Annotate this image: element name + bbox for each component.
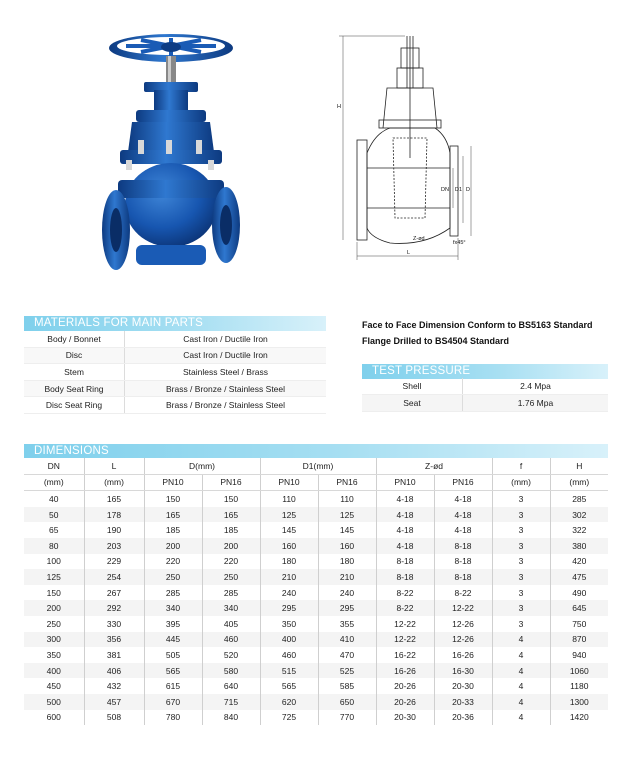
cell-d-pn10: 505 (144, 647, 202, 663)
cell-l: 356 (84, 632, 144, 648)
table-row (24, 522, 608, 538)
part-name: Body Seat Ring (24, 380, 125, 397)
cell-dn: 450 (24, 678, 84, 694)
col-subheader: PN10 (260, 474, 318, 491)
cell-f: 3 (492, 491, 550, 507)
cell-zod-pn16: 4-18 (434, 507, 492, 523)
cell-d1-pn16: 770 (318, 710, 376, 726)
col-subheader: (mm) (24, 474, 84, 491)
part-material: Stainless Steel / Brass (125, 364, 327, 381)
cell-f: 3 (492, 538, 550, 554)
cell-dn: 400 (24, 663, 84, 679)
table-row (24, 538, 608, 554)
cell-dn: 40 (24, 491, 84, 507)
drawing-label-zod: Z-ød (413, 236, 425, 242)
cell-d1-pn16: 585 (318, 678, 376, 694)
cell-l: 432 (84, 678, 144, 694)
cell-zod-pn16: 4-18 (434, 491, 492, 507)
cell-zod-pn16: 8-18 (434, 538, 492, 554)
cell-d1-pn10: 110 (260, 491, 318, 507)
cell-d-pn16: 185 (202, 522, 260, 538)
cell-zod-pn10: 8-18 (376, 554, 434, 570)
test-pressure-table (362, 378, 608, 412)
cell-d1-pn10: 125 (260, 507, 318, 523)
cell-dn: 100 (24, 554, 84, 570)
cell-d1-pn10: 210 (260, 569, 318, 585)
cell-zod-pn10: 8-22 (376, 585, 434, 601)
cell-d1-pn16: 125 (318, 507, 376, 523)
pressure-value: 1.76 Mpa (463, 395, 609, 412)
cell-d-pn16: 150 (202, 491, 260, 507)
cell-dn: 300 (24, 632, 84, 648)
part-name: Body / Bonnet (24, 331, 125, 347)
cell-dn: 50 (24, 507, 84, 523)
table-row (362, 395, 608, 412)
cell-l: 190 (84, 522, 144, 538)
cell-f: 3 (492, 507, 550, 523)
cell-zod-pn16: 20-30 (434, 678, 492, 694)
cell-f: 4 (492, 647, 550, 663)
cell-dn: 250 (24, 616, 84, 632)
cell-zod-pn10: 20-26 (376, 694, 434, 710)
cell-d-pn10: 200 (144, 538, 202, 554)
col-header-l: L (84, 458, 144, 474)
cell-zod-pn16: 4-18 (434, 522, 492, 538)
part-material: Cast Iron / Ductile Iron (125, 347, 327, 364)
cell-zod-pn16: 16-30 (434, 663, 492, 679)
table-row (24, 347, 326, 364)
cell-l: 203 (84, 538, 144, 554)
cell-l: 381 (84, 647, 144, 663)
cell-dn: 80 (24, 538, 84, 554)
cell-dn: 600 (24, 710, 84, 726)
cell-d1-pn10: 350 (260, 616, 318, 632)
col-subheader: (mm) (550, 474, 608, 491)
cell-d-pn16: 200 (202, 538, 260, 554)
standard-note-flange: Flange Drilled to BS4504 Standard (362, 336, 510, 346)
cell-d-pn16: 640 (202, 678, 260, 694)
col-subheader: (mm) (84, 474, 144, 491)
cell-zod-pn10: 20-30 (376, 710, 434, 726)
dimensions-header-row (24, 458, 608, 474)
cell-f: 4 (492, 678, 550, 694)
cell-d-pn16: 405 (202, 616, 260, 632)
table-row (24, 678, 608, 694)
cell-l: 178 (84, 507, 144, 523)
cell-d-pn10: 780 (144, 710, 202, 726)
valve-section-drawing (335, 28, 475, 264)
cell-zod-pn16: 12-26 (434, 616, 492, 632)
cell-f: 3 (492, 569, 550, 585)
cell-dn: 200 (24, 600, 84, 616)
cell-d-pn10: 565 (144, 663, 202, 679)
cell-d1-pn16: 295 (318, 600, 376, 616)
cell-l: 457 (84, 694, 144, 710)
cell-dn: 500 (24, 694, 84, 710)
cell-zod-pn16: 8-18 (434, 554, 492, 570)
table-row (24, 616, 608, 632)
cell-f: 3 (492, 585, 550, 601)
table-row (24, 710, 608, 726)
cell-d1-pn16: 110 (318, 491, 376, 507)
cell-h: 475 (550, 569, 608, 585)
cell-d-pn16: 220 (202, 554, 260, 570)
cell-d1-pn10: 240 (260, 585, 318, 601)
cell-f: 4 (492, 710, 550, 726)
cell-dn: 125 (24, 569, 84, 585)
cell-zod-pn10: 8-18 (376, 569, 434, 585)
cell-zod-pn16: 8-22 (434, 585, 492, 601)
pressure-label: Seat (362, 395, 463, 412)
col-header-dn: DN (24, 458, 84, 474)
cell-h: 870 (550, 632, 608, 648)
cell-d1-pn16: 145 (318, 522, 376, 538)
cell-d1-pn10: 460 (260, 647, 318, 663)
col-subheader: PN16 (434, 474, 492, 491)
cell-d1-pn16: 470 (318, 647, 376, 663)
part-name: Disc (24, 347, 125, 364)
cell-d1-pn16: 210 (318, 569, 376, 585)
cell-d-pn10: 150 (144, 491, 202, 507)
cell-h: 302 (550, 507, 608, 523)
cell-zod-pn10: 4-18 (376, 507, 434, 523)
pressure-value: 2.4 Mpa (463, 378, 609, 395)
col-subheader: PN16 (318, 474, 376, 491)
cell-d-pn10: 285 (144, 585, 202, 601)
cell-d1-pn10: 160 (260, 538, 318, 554)
cell-zod-pn16: 20-33 (434, 694, 492, 710)
cell-d-pn10: 340 (144, 600, 202, 616)
table-row (24, 585, 608, 601)
cell-h: 285 (572, 493, 587, 504)
cell-dn: 150 (24, 585, 84, 601)
cell-d-pn16: 285 (202, 585, 260, 601)
table-row (24, 663, 608, 679)
cell-zod-pn10: 20-26 (376, 678, 434, 694)
cell-f: 4 (492, 663, 550, 679)
cell-zod-pn10: 12-22 (376, 632, 434, 648)
cell-d-pn10: 185 (144, 522, 202, 538)
col-subheader: (mm) (492, 474, 550, 491)
col-header-h: H (550, 458, 608, 474)
cell-zod-pn16: 20-36 (434, 710, 492, 726)
cell-zod-pn10: 12-22 (376, 616, 434, 632)
cell-zod-pn16: 16-26 (434, 647, 492, 663)
cell-h: 1300 (550, 694, 608, 710)
part-name: Disc Seat Ring (24, 397, 125, 414)
cell-d1-pn16: 180 (318, 554, 376, 570)
table-row (24, 397, 326, 414)
cell-h: 380 (550, 538, 608, 554)
cell-d1-pn16: 410 (318, 632, 376, 648)
cell-d1-pn16: 650 (318, 694, 376, 710)
cell-d-pn10: 670 (144, 694, 202, 710)
cell-d1-pn10: 725 (260, 710, 318, 726)
cell-h: 1060 (550, 663, 608, 679)
cell-d1-pn10: 515 (260, 663, 318, 679)
cell-l: 330 (84, 616, 144, 632)
cell-d-pn16: 250 (202, 569, 260, 585)
cell-d-pn10: 615 (144, 678, 202, 694)
cell-h: 490 (572, 587, 587, 598)
cell-d-pn10: 445 (144, 632, 202, 648)
cell-zod-pn10: 8-22 (376, 600, 434, 616)
drawing-label-f: fx45° (453, 240, 466, 246)
materials-table (24, 331, 326, 414)
cell-zod-pn10: 16-26 (376, 663, 434, 679)
cell-zod-pn10: 16-22 (376, 647, 434, 663)
cell-d-pn10: 395 (144, 616, 202, 632)
cell-dn: 65 (24, 522, 84, 538)
cell-h: 1420 (569, 712, 589, 723)
drawing-label-dn: DN (441, 187, 449, 193)
table-row (24, 694, 608, 710)
col-header-zod: Z-ød (376, 458, 492, 474)
col-header-d: D(mm) (144, 458, 260, 474)
cell-f: 4 (492, 632, 550, 648)
gate-valve-photo (96, 30, 246, 280)
cell-d1-pn10: 400 (260, 632, 318, 648)
cell-l: 406 (84, 663, 144, 679)
cell-d1-pn16: 160 (318, 538, 376, 554)
part-material: Cast Iron / Ductile Iron (125, 331, 327, 347)
col-subheader: PN16 (202, 474, 260, 491)
cell-h: 420 (572, 556, 587, 567)
cell-l: 508 (84, 710, 144, 726)
col-subheader: PN10 (144, 474, 202, 491)
cell-d-pn10: 165 (144, 507, 202, 523)
cell-h: 322 (572, 525, 587, 536)
dimensions-subheader-row (24, 474, 608, 491)
col-header-f: f (492, 458, 550, 474)
cell-h: 750 (572, 618, 587, 629)
table-row (24, 647, 608, 663)
cell-d-pn16: 580 (202, 663, 260, 679)
cell-zod-pn16: 8-18 (434, 569, 492, 585)
cell-f: 3 (492, 522, 550, 538)
materials-header: MATERIALS FOR MAIN PARTS (24, 316, 326, 331)
cell-f: 3 (492, 616, 550, 632)
cell-l: 267 (84, 585, 144, 601)
table-row (24, 632, 608, 648)
cell-d1-pn16: 240 (318, 585, 376, 601)
table-row (362, 378, 608, 395)
drawing-label-h: H (337, 104, 341, 110)
cell-d1-pn10: 145 (260, 522, 318, 538)
cell-d1-pn10: 295 (260, 600, 318, 616)
cell-d-pn10: 220 (144, 554, 202, 570)
table-row (24, 380, 326, 397)
cell-d-pn16: 165 (202, 507, 260, 523)
cell-l: 254 (84, 569, 144, 585)
cell-d-pn16: 840 (202, 710, 260, 726)
cell-zod-pn16: 12-22 (434, 600, 492, 616)
cell-d1-pn16: 525 (318, 663, 376, 679)
col-header-d1: D1(mm) (260, 458, 376, 474)
col-subheader: PN10 (376, 474, 434, 491)
cell-l: 229 (84, 554, 144, 570)
cell-h: 645 (550, 600, 608, 616)
drawing-label-l: L (407, 250, 411, 256)
dimensions-header: DIMENSIONS (24, 444, 608, 459)
cell-zod-pn10: 4-18 (376, 522, 434, 538)
cell-d-pn16: 520 (202, 647, 260, 663)
cell-h: 940 (572, 649, 587, 660)
test-pressure-header: TEST PRESSURE (362, 364, 608, 379)
cell-f: 4 (492, 694, 550, 710)
cell-d-pn10: 250 (144, 569, 202, 585)
cell-d-pn16: 460 (202, 632, 260, 648)
cell-h: 1180 (570, 681, 589, 692)
cell-d1-pn10: 620 (260, 694, 318, 710)
cell-zod-pn16: 12-26 (434, 632, 492, 648)
table-row (24, 569, 608, 585)
table-row (24, 331, 326, 347)
drawing-label-d: D (466, 187, 470, 193)
table-row (24, 507, 608, 523)
part-material: Brass / Bronze / Stainless Steel (125, 380, 327, 397)
table-row (24, 491, 608, 507)
drawing-label-d1: D1 (455, 187, 463, 193)
cell-l: 165 (84, 491, 144, 507)
cell-d1-pn16: 355 (318, 616, 376, 632)
pressure-label: Shell (362, 378, 463, 395)
table-row (24, 600, 608, 616)
cell-d-pn16: 340 (202, 600, 260, 616)
standard-note-face: Face to Face Dimension Conform to BS5163 Standard (362, 320, 593, 330)
table-row (24, 554, 608, 570)
cell-f: 3 (492, 600, 550, 616)
cell-d-pn16: 715 (202, 694, 260, 710)
dimensions-table (24, 458, 608, 725)
cell-dn: 350 (24, 647, 84, 663)
cell-f: 3 (492, 554, 550, 570)
table-row (24, 364, 326, 381)
cell-l: 292 (84, 600, 144, 616)
cell-zod-pn10: 4-18 (376, 491, 434, 507)
cell-d1-pn10: 180 (260, 554, 318, 570)
cell-zod-pn10: 4-18 (376, 538, 434, 554)
part-name: Stem (24, 364, 125, 381)
cell-d1-pn10: 565 (260, 678, 318, 694)
part-material: Brass / Bronze / Stainless Steel (125, 397, 327, 414)
